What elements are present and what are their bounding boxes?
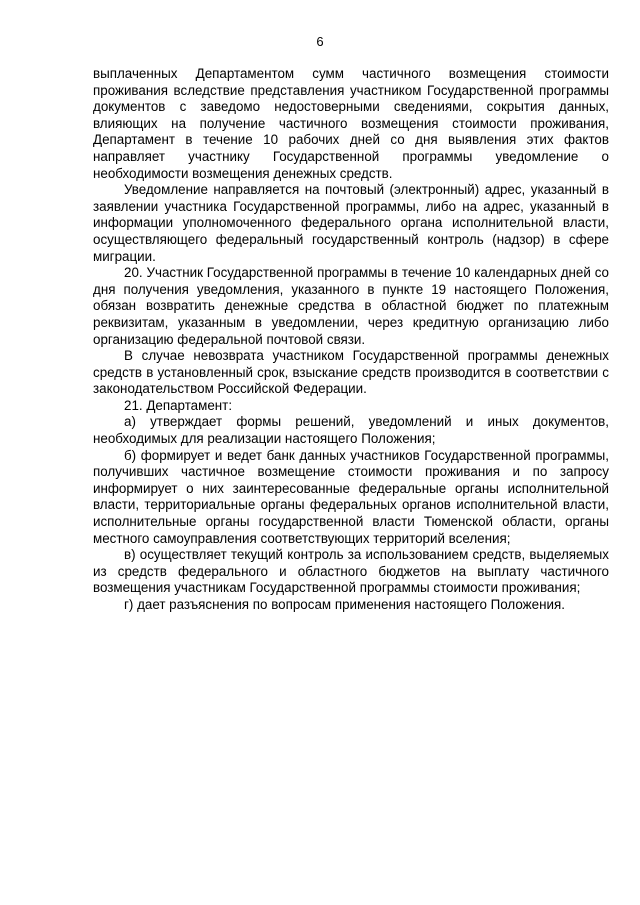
paragraph-item-21: 21. Департамент: bbox=[124, 397, 233, 413]
document-body bbox=[93, 66, 609, 614]
paragraph-item-20: 20. Участник Государственной программы в течение 10 календарных дней со дня получения уведомления, указанного в пункте 19 настоящего Положения, обязан возвратить денежные средства в областной бюджет по платежным реквизитам, указанным в уведомлении, через кредитную организацию либо организацию федеральной почтовой связи. bbox=[93, 265, 609, 347]
paragraph-non-return: В случае невозврата участником Государственной программы денежных средств в установленный срок, взыскание средств производится в соответствии с законодательством Российской Федерации. bbox=[93, 348, 609, 397]
page-number: 6 bbox=[316, 34, 324, 49]
paragraph-continuation: выплаченных Департаментом сумм частичного возмещения стоимости проживания вследствие представления участником Государственной программы документов с заведомо недостоверными сведениями, сокрытия данных, влияющих на получение частичного возмещения стоимости проживания, Департамент в течение 10 рабочих дней со дня выявления этих фактов направляет участнику Государственной программы уведомление о необходимости возмещения денежных средств. bbox=[93, 66, 609, 181]
paragraph-item-21-a: а) утверждает формы решений, уведомлений и иных документов, необходимых для реализации настоящего Положения; bbox=[93, 414, 609, 447]
paragraph-notification-address: Уведомление направляется на почтовый (электронный) адрес, указанный в заявлении участника Государственной программы, либо на адрес, указанный в информации уполномоченного федерального органа исполнительной власти, осуществляющего федеральный государственный контроль (надзор) в сфере миграции. bbox=[93, 182, 609, 264]
paragraph-item-21-b: б) формирует и ведет банк данных участников Государственной программы, получивших частичное возмещение стоимости проживания и по запросу информирует о них заинтересованные федеральные органы исполнительной власти, территориальные органы федеральных органов исполнительной власти, исполнительные органы государственной власти Тюменской области, органы местного самоуправления соответствующих территорий вселения; bbox=[93, 447, 609, 546]
paragraph-item-21-g: г) дает разъяснения по вопросам применения настоящего Положения. bbox=[124, 597, 565, 612]
paragraph-item-21-v: в) осуществляет текущий контроль за использованием средств, выделяемых из средств федерального и областного бюджетов на выплату частичного возмещения участникам Государственной программы стоимости проживания; bbox=[93, 547, 609, 596]
